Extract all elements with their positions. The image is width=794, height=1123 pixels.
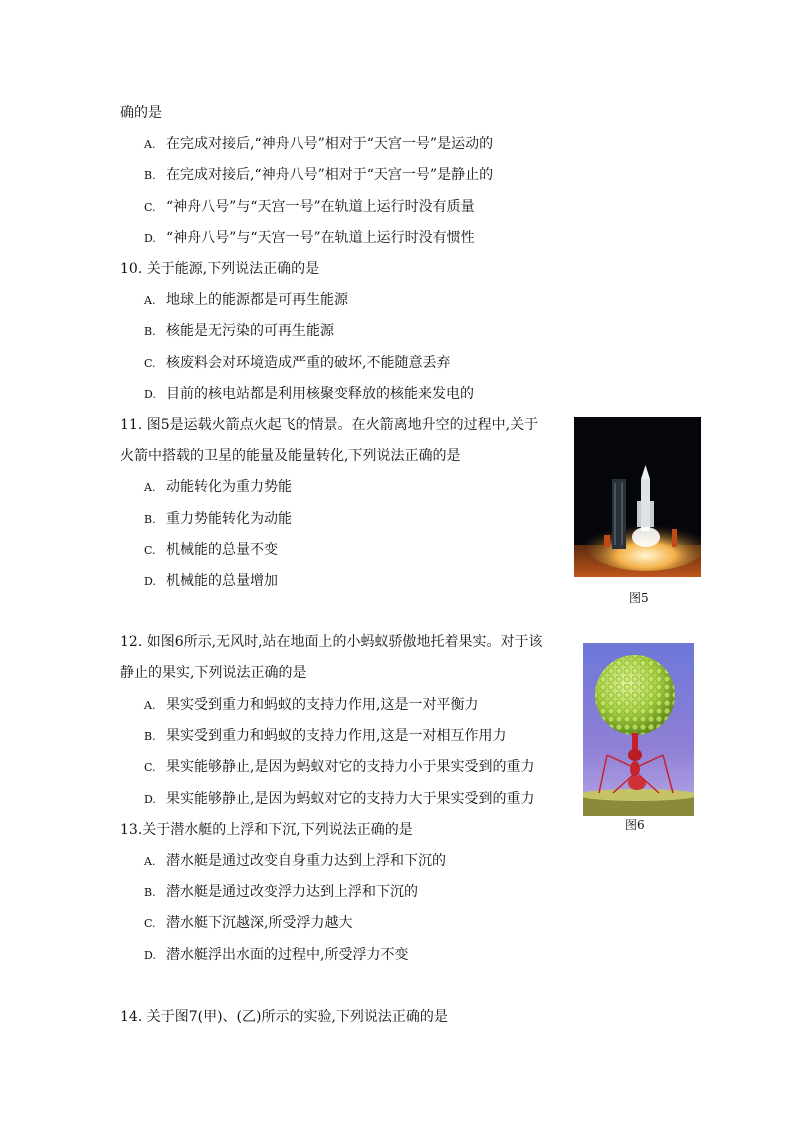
option-key: B. bbox=[144, 730, 156, 743]
option-text: 目前的核电站都是利用核聚变释放的核能来发电的 bbox=[166, 386, 474, 402]
option-text: “神舟八号”与“天宫一号”在轨道上运行时没有质量 bbox=[166, 199, 475, 215]
q9-option-a bbox=[144, 134, 493, 155]
q11-option-b bbox=[144, 509, 292, 530]
figure-5-rocket-image bbox=[574, 417, 701, 577]
option-text: 果实能够静止,是因为蚂蚁对它的支持力大于果实受到的重力 bbox=[166, 791, 535, 807]
q13-option-c bbox=[144, 913, 352, 934]
q12-option-d bbox=[144, 789, 534, 810]
option-text: 在完成对接后,“神舟八号”相对于“天宫一号”是静止的 bbox=[166, 167, 494, 183]
option-text: 地球上的能源都是可再生能源 bbox=[166, 292, 348, 308]
option-text: 果实受到重力和蚂蚁的支持力作用,这是一对相互作用力 bbox=[166, 728, 507, 744]
option-text: 果实受到重力和蚂蚁的支持力作用,这是一对平衡力 bbox=[166, 697, 479, 713]
q13-option-d bbox=[144, 945, 408, 966]
q10-option-a bbox=[144, 290, 348, 311]
option-text: 潜水艇下沉越深,所受浮力越大 bbox=[166, 915, 353, 931]
q9-option-c bbox=[144, 197, 475, 218]
option-text: 潜水艇是通过改变自身重力达到上浮和下沉的 bbox=[166, 853, 446, 869]
option-key: A. bbox=[144, 294, 156, 307]
q12-stem-line2: 静止的果实,下列说法正确的是 bbox=[120, 665, 307, 681]
option-text: 机械能的总量不变 bbox=[166, 542, 278, 558]
option-text: “神舟八号”与“天宫一号”在轨道上运行时没有惯性 bbox=[166, 230, 475, 246]
figure-5-caption: 图5 bbox=[629, 591, 649, 605]
q13-option-b bbox=[144, 882, 418, 903]
q9-option-b bbox=[144, 165, 493, 186]
option-text: 动能转化为重力势能 bbox=[166, 479, 292, 495]
q11-stem-line1: 11. 图5是运载火箭点火起飞的情景。在火箭离地升空的过程中,关于 bbox=[120, 417, 539, 433]
q12-option-c bbox=[144, 757, 534, 778]
q11-stem-line2: 火箭中搭载的卫星的能量及能量转化,下列说法正确的是 bbox=[120, 448, 461, 464]
figure-6-ant-image bbox=[583, 643, 694, 816]
option-key: D. bbox=[144, 575, 156, 588]
rocket-launch-illustration bbox=[574, 417, 701, 577]
q10-option-c bbox=[144, 353, 450, 374]
figure-6-caption: 图6 bbox=[625, 818, 645, 832]
option-key: C. bbox=[144, 761, 156, 774]
q13-stem: 13.关于潜水艇的上浮和下沉,下列说法正确的是 bbox=[120, 822, 413, 838]
option-key: C. bbox=[144, 544, 156, 557]
option-key: B. bbox=[144, 325, 156, 338]
option-key: C. bbox=[144, 201, 156, 214]
q10-stem: 10. 关于能源,下列说法正确的是 bbox=[120, 261, 320, 277]
option-key: A. bbox=[144, 481, 156, 494]
option-key: D. bbox=[144, 388, 156, 401]
ant-fruit-illustration bbox=[583, 643, 694, 816]
q12-option-a bbox=[144, 695, 478, 716]
q10-option-b bbox=[144, 321, 334, 342]
q14-stem: 14. 关于图7(甲)、(乙)所示的实验,下列说法正确的是 bbox=[120, 1009, 448, 1025]
option-key: A. bbox=[144, 855, 156, 868]
option-key: D. bbox=[144, 232, 156, 245]
option-text: 潜水艇浮出水面的过程中,所受浮力不变 bbox=[166, 947, 409, 963]
option-key: B. bbox=[144, 169, 156, 182]
option-key: A. bbox=[144, 699, 156, 712]
option-text: 重力势能转化为动能 bbox=[166, 511, 292, 527]
option-key: A. bbox=[144, 138, 156, 151]
option-text: 潜水艇是通过改变浮力达到上浮和下沉的 bbox=[166, 884, 418, 900]
option-text: 机械能的总量增加 bbox=[166, 573, 278, 589]
option-key: C. bbox=[144, 357, 156, 370]
q12-option-b bbox=[144, 726, 506, 747]
option-key: B. bbox=[144, 886, 156, 899]
q11-option-c bbox=[144, 540, 278, 561]
option-key: D. bbox=[144, 949, 156, 962]
q12-stem-line1: 12. 如图6所示,无风时,站在地面上的小蚂蚁骄傲地托着果实。对于该 bbox=[120, 634, 543, 650]
option-text: 果实能够静止,是因为蚂蚁对它的支持力小于果实受到的重力 bbox=[166, 759, 535, 775]
option-text: 在完成对接后,“神舟八号”相对于“天宫一号”是运动的 bbox=[166, 136, 494, 152]
option-text: 核废料会对环境造成严重的破坏,不能随意丢弃 bbox=[166, 355, 451, 371]
option-text: 核能是无污染的可再生能源 bbox=[166, 323, 334, 339]
option-key: D. bbox=[144, 793, 156, 806]
option-key: B. bbox=[144, 513, 156, 526]
q11-option-a bbox=[144, 477, 292, 498]
q9-option-d bbox=[144, 228, 475, 249]
q9-stem-continuation: 确的是 bbox=[120, 105, 162, 121]
q11-option-d bbox=[144, 571, 278, 592]
q10-option-d bbox=[144, 384, 474, 405]
q13-option-a bbox=[144, 851, 446, 872]
option-key: C. bbox=[144, 917, 156, 930]
